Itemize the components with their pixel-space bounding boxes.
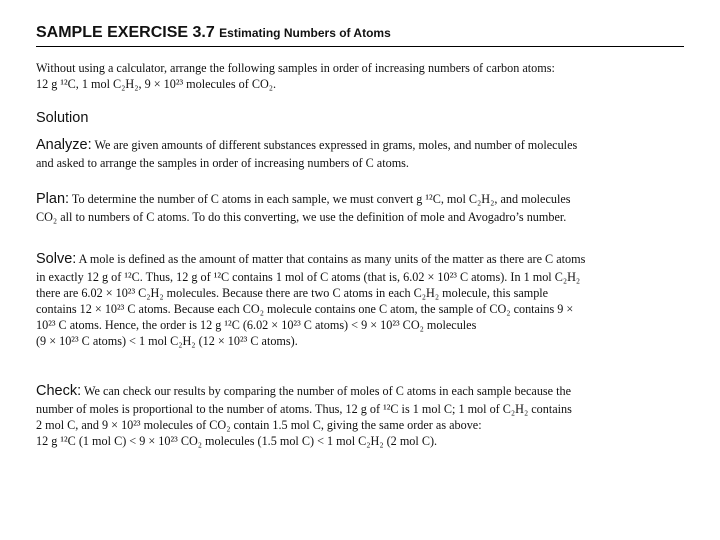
analyze-text: We are given amounts of different substances expressed in grams, moles, and number of molecules xyxy=(91,138,578,152)
solve-line: 10²³ C atoms. Hence, the order is 12 g ¹²C (6.02 × 10²³ C atoms) < 9 × 10²³ CO₂ molecules xyxy=(36,318,477,332)
title-divider xyxy=(36,46,684,47)
problem-line: Without using a calculator, arrange the following samples in order of increasing numbers of carbon atoms: xyxy=(36,61,555,75)
check-text: We can check our results by comparing the number of moles of C atoms in each sample because the xyxy=(81,384,572,398)
solution-heading: Solution xyxy=(36,110,89,126)
solve-line: contains 12 × 10²³ C atoms. Because each CO₂ molecule contains one C atom, the sample of CO₂ contains 9 × xyxy=(36,302,574,316)
problem-line: 12 g ¹²C, 1 mol C₂H₂, 9 × 10²³ molecules of CO₂. xyxy=(36,77,277,91)
check-line: number of moles is proportional to the number of atoms. Thus, 12 g of ¹²C is 1 mol C; 1 mol of C₂H₂ contains xyxy=(36,402,572,416)
exercise-title-main: SAMPLE EXERCISE 3.7 xyxy=(36,24,215,41)
solve-line: in exactly 12 g of ¹²C. Thus, 12 g of ¹²C contains 1 mol of C atoms (that is, 6.02 × 10²³ C atoms). In 1 mol C₂H₂ xyxy=(36,270,581,284)
analyze-label: Analyze: xyxy=(36,137,92,153)
plan-line: CO₂ all to numbers of C atoms. To do this converting, we use the definition of mole and Avogadro’s number. xyxy=(36,210,567,224)
analyze-line: and asked to arrange the samples in order of increasing numbers of C atoms. xyxy=(36,156,409,170)
solve-label: Solve: xyxy=(36,251,77,267)
exercise-title-sub: Estimating Numbers of Atoms xyxy=(219,26,391,40)
check-line: 2 mol C, and 9 × 10²³ molecules of CO₂ contain 1.5 mol C, giving the same order as above: xyxy=(36,418,482,432)
check-line: 12 g ¹²C (1 mol C) < 9 × 10²³ CO₂ molecules (1.5 mol C) < 1 mol C₂H₂ (2 mol C). xyxy=(36,434,438,448)
solve-section xyxy=(36,250,684,349)
solve-line: there are 6.02 × 10²³ C₂H₂ molecules. Because there are two C atoms in each C₂H₂ molecule, this sample xyxy=(36,286,549,300)
plan-section xyxy=(36,190,684,225)
plan-text: To determine the number of C atoms in each sample, we must convert g ¹²C, mol C₂H₂, and molecules xyxy=(69,192,571,206)
plan-label: Plan: xyxy=(36,191,70,207)
check-label: Check: xyxy=(36,383,82,399)
problem-statement xyxy=(36,60,684,92)
solve-line: (9 × 10²³ C atoms) < 1 mol C₂H₂ (12 × 10²³ C atoms). xyxy=(36,334,298,348)
check-section xyxy=(36,382,684,449)
solve-text: A mole is defined as the amount of matter that contains as many units of the matter as there are C atoms xyxy=(76,252,586,266)
analyze-section xyxy=(36,136,684,171)
exercise-title xyxy=(36,24,391,42)
